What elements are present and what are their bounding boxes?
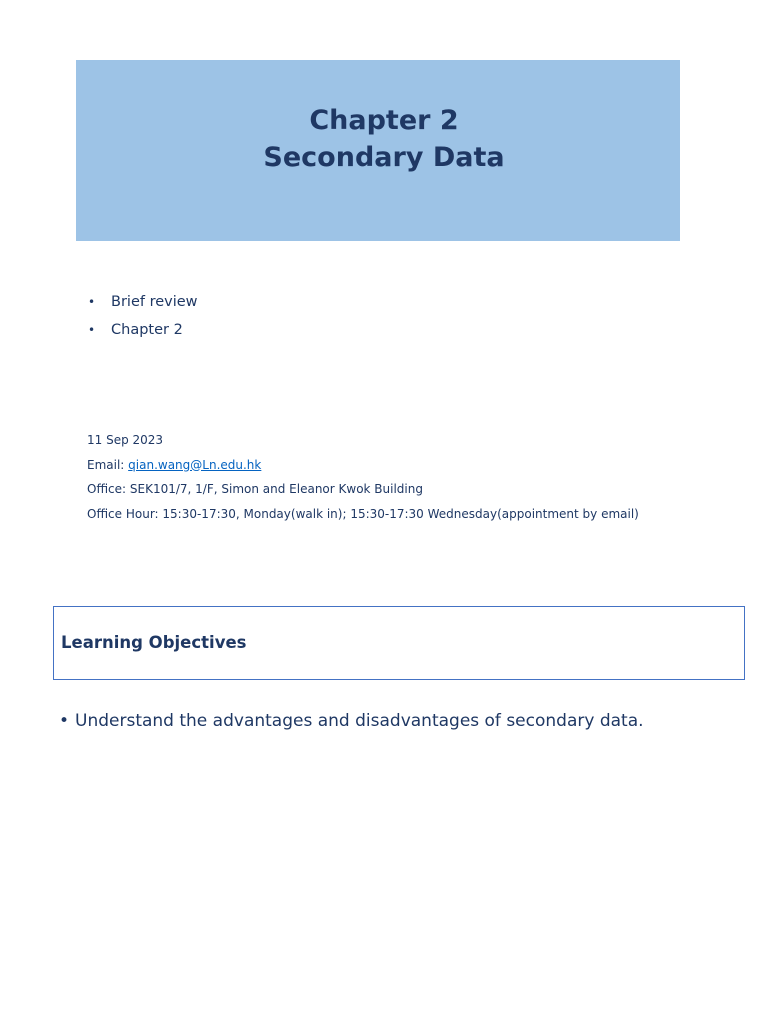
agenda-list bbox=[88, 288, 198, 344]
title-line-chapter: Chapter 2 bbox=[309, 105, 459, 136]
office-hours: Office Hour: 15:30-17:30, Monday(walk in); 15:30-17:30 Wednesday(appointment by email) bbox=[87, 506, 639, 521]
title-line-subject: Secondary Data bbox=[263, 142, 505, 173]
bullet-icon: • bbox=[88, 323, 96, 337]
office-location: Office: SEK101/7, 1/F, Simon and Eleanor Kwok Building bbox=[87, 482, 423, 496]
slide-title bbox=[0, 102, 768, 176]
email-label: Email: bbox=[87, 457, 129, 472]
email-line bbox=[87, 453, 639, 478]
objective-item bbox=[59, 707, 644, 735]
lecture-date: 11 Sep 2023 bbox=[87, 433, 164, 447]
objective-item-text: Understand the advantages and disadvantages of secondary data. bbox=[75, 711, 644, 731]
agenda-item bbox=[88, 316, 198, 344]
bullet-icon: • bbox=[88, 295, 96, 309]
objectives-list bbox=[59, 707, 644, 735]
agenda-item-label: Brief review bbox=[111, 294, 198, 310]
agenda-item-label: Chapter 2 bbox=[111, 322, 183, 338]
learning-objectives-box bbox=[53, 606, 745, 680]
contact-info bbox=[87, 428, 639, 526]
agenda-item bbox=[88, 288, 198, 316]
email-link[interactable]: qian.wang@Ln.edu.hk bbox=[128, 457, 262, 472]
learning-objectives-heading: Learning Objectives bbox=[61, 633, 247, 652]
bullet-icon: • bbox=[59, 711, 70, 731]
